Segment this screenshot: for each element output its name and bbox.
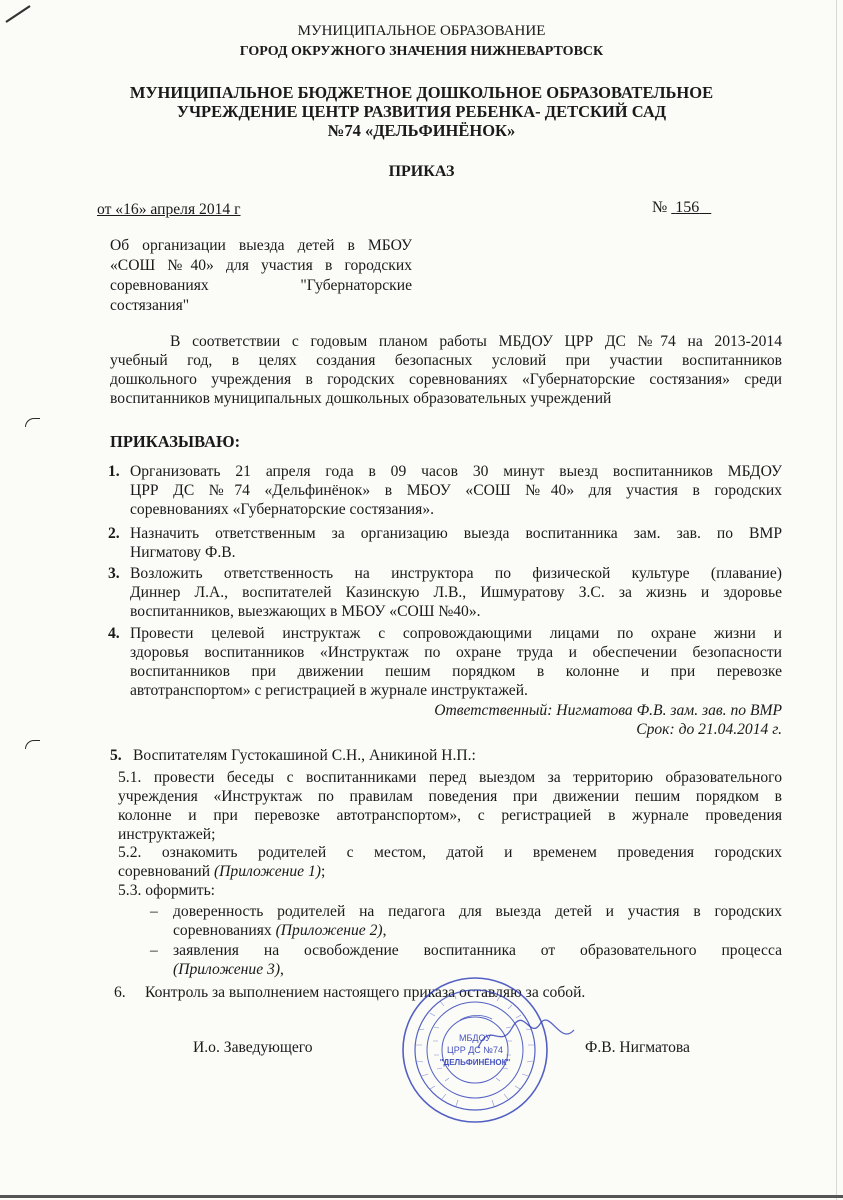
item-6-number: 6. xyxy=(114,984,126,1001)
bullet-1-text: соревнованиях xyxy=(173,922,276,939)
item-5-1-line-1: 5.1. провести беседы с воспитанниками перед выездом за территорию образовательного xyxy=(118,769,782,786)
item-5-3: 5.3. оформить: xyxy=(118,882,216,899)
bullet-1-line-2 xyxy=(173,921,387,940)
hole-punch-mark-lower xyxy=(25,740,40,749)
item-2-line-2: Нигматову Ф.В. xyxy=(130,544,236,561)
stamp-center-line-2: ЦРР ДС №74 xyxy=(447,1045,503,1055)
item-3-line-2: Диннер Л.А., воспитателей Казинскую Л.В., Ишмуратову З.С. за жизнь и здоровье xyxy=(130,584,782,601)
order-date: от «16» апреля 2014 г xyxy=(97,201,241,218)
handwritten-signature xyxy=(470,1010,580,1060)
item-1-line-1: Организовать 21 апреля года в 09 часов 30 минут выезд воспитанников МБДОУ xyxy=(130,463,782,480)
orders-heading: ПРИКАЗЫВАЮ: xyxy=(110,432,241,451)
item-1-line-3: соревнованиях «Губернаторские состязания». xyxy=(130,501,435,518)
item-5-number: 5. xyxy=(110,747,122,764)
document-title: ПРИКАЗ xyxy=(388,163,455,180)
item-5-2-line-2 xyxy=(118,862,325,881)
item-2-number: 2. xyxy=(108,525,120,542)
bullet-2-end: , xyxy=(280,961,284,978)
preamble-line-2: учебный год, в целях создания безопасных условий при участии воспитанников xyxy=(110,352,782,369)
item-3-line-3: воспитанников, выезжающих в МБОУ «СОШ №40». xyxy=(130,603,481,620)
preamble-line-1: В соответствии с годовым планом работы МБДОУ ЦРР ДС №74 на 2013-2014 xyxy=(170,333,782,350)
bullet-2-line-1: заявления на освобождение воспитанника от образовательного процесса xyxy=(173,942,782,959)
page-edge-bottom xyxy=(0,1195,843,1198)
item-4-line-2: здоровья воспитанников «Инструктаж по охране труда и обеспечении безопасности xyxy=(130,644,782,661)
bullet-1-line-1: доверенность родителей на педагога для выезда детей и участия в городских xyxy=(173,903,782,920)
order-number xyxy=(652,198,711,217)
item-6-text: Контроль за выполнением настоящего приказа оставляю за собой. xyxy=(145,984,586,1001)
municipality-heading: МУНИЦИПАЛЬНОЕ ОБРАЗОВАНИЕ xyxy=(297,23,546,39)
appendix-2-ref: (Приложение 2) xyxy=(275,922,383,939)
signature-name: Ф.В. Нигматова xyxy=(585,1039,690,1056)
order-number-value xyxy=(671,199,711,216)
stamp-center-line-3: "ДЕЛЬФИНЁНОК" xyxy=(439,1058,511,1067)
item-4-line-1: Провести целевой инструктаж с сопровождающими лицами по охране жизни и xyxy=(130,625,782,642)
subject-line-1: Об организации выезда детей в МБОУ xyxy=(110,237,412,254)
item-5-1-line-3: колонне и при перевозке автотранспортом», с регистрацией в журнале проведения xyxy=(118,807,782,824)
bullet-2-line-2 xyxy=(173,960,284,979)
bullet-1-dash: – xyxy=(150,903,158,920)
signature-position: И.о. Заведующего xyxy=(193,1039,313,1056)
item-3-line-1: Возложить ответственность на инструктора по физической культуре (плавание) xyxy=(130,565,782,582)
bullet-2-dash: – xyxy=(150,942,158,959)
item-5-text: Воспитателям Густокашиной С.Н., Аникиной Н.П.: xyxy=(133,747,476,764)
item-4-line-4: автотранспортом» с регистрацией в журнале инструктажей. xyxy=(130,682,528,699)
subject-line-4: состязания" xyxy=(110,297,190,314)
item-4-line-3: воспитанников при движении пешим порядком в колонне и при перевозке xyxy=(130,663,782,680)
item-5-2-line-1: 5.2. ознакомить родителей с местом, датой и временем проведения городских xyxy=(118,844,782,861)
item-3-number: 3. xyxy=(108,565,120,582)
item-5-2-end: ; xyxy=(320,863,326,880)
deadline: Срок: до 21.04.2014 г. xyxy=(636,721,782,738)
subject-line-3: соревнованиях "Губернаторские xyxy=(110,277,412,294)
preamble-line-3: дошкольного учреждения в городских соревнованиях «Губернаторские состязания» среди xyxy=(110,371,782,388)
city-heading: ГОРОД ОКРУЖНОГО ЗНАЧЕНИЯ НИЖНЕВАРТОВСК xyxy=(239,44,604,59)
institution-line-1: МУНИЦИПАЛЬНОЕ БЮДЖЕТНОЕ ДОШКОЛЬНОЕ ОБРАЗОВАТЕЛЬНОЕ xyxy=(129,83,714,102)
item-1-number: 1. xyxy=(108,463,120,480)
bullet-1-end: , xyxy=(382,922,387,939)
subject-line-2: «СОШ №40» для участия в городских xyxy=(110,257,412,274)
item-2-line-1: Назначить ответственным за организацию выезда воспитанника зам. зав. по ВМР xyxy=(130,525,782,542)
item-4-number: 4. xyxy=(108,625,120,642)
item-5-2-text: соревнований xyxy=(118,863,214,880)
stamp-center-line-1: МБДОУ xyxy=(458,1033,492,1043)
item-5-1-line-4: инструктажей; xyxy=(118,826,216,843)
institution-line-2: УЧРЕЖДЕНИЕ ЦЕНТР РАЗВИТИЯ РЕБЕНКА- ДЕТСКИЙ САД xyxy=(176,102,667,121)
hole-punch-mark-upper xyxy=(25,418,40,427)
institution-line-3: №74 «ДЕЛЬФИНЁНОК» xyxy=(327,121,516,140)
appendix-3-ref: (Приложение 3) xyxy=(173,961,281,978)
preamble-line-4: воспитанников муниципальных дошкольных образовательных учреждений xyxy=(110,390,612,407)
order-number-label: № xyxy=(652,199,672,216)
responsible-person: Ответственный: Нигматова Ф.В. зам. зав. по ВМР xyxy=(434,702,782,719)
corner-pen-mark xyxy=(4,2,34,24)
item-1-line-2: ЦРР ДС №74 «Дельфинёнок» в МБОУ «СОШ №40» для участия в городских xyxy=(130,482,782,499)
item-5-1-line-2: учреждения «Инструктаж по правилам поведения при движении пешим порядком в xyxy=(118,788,782,805)
appendix-1-ref: (Приложение 1) xyxy=(213,863,321,880)
order-number-digits: 156 xyxy=(675,199,700,216)
